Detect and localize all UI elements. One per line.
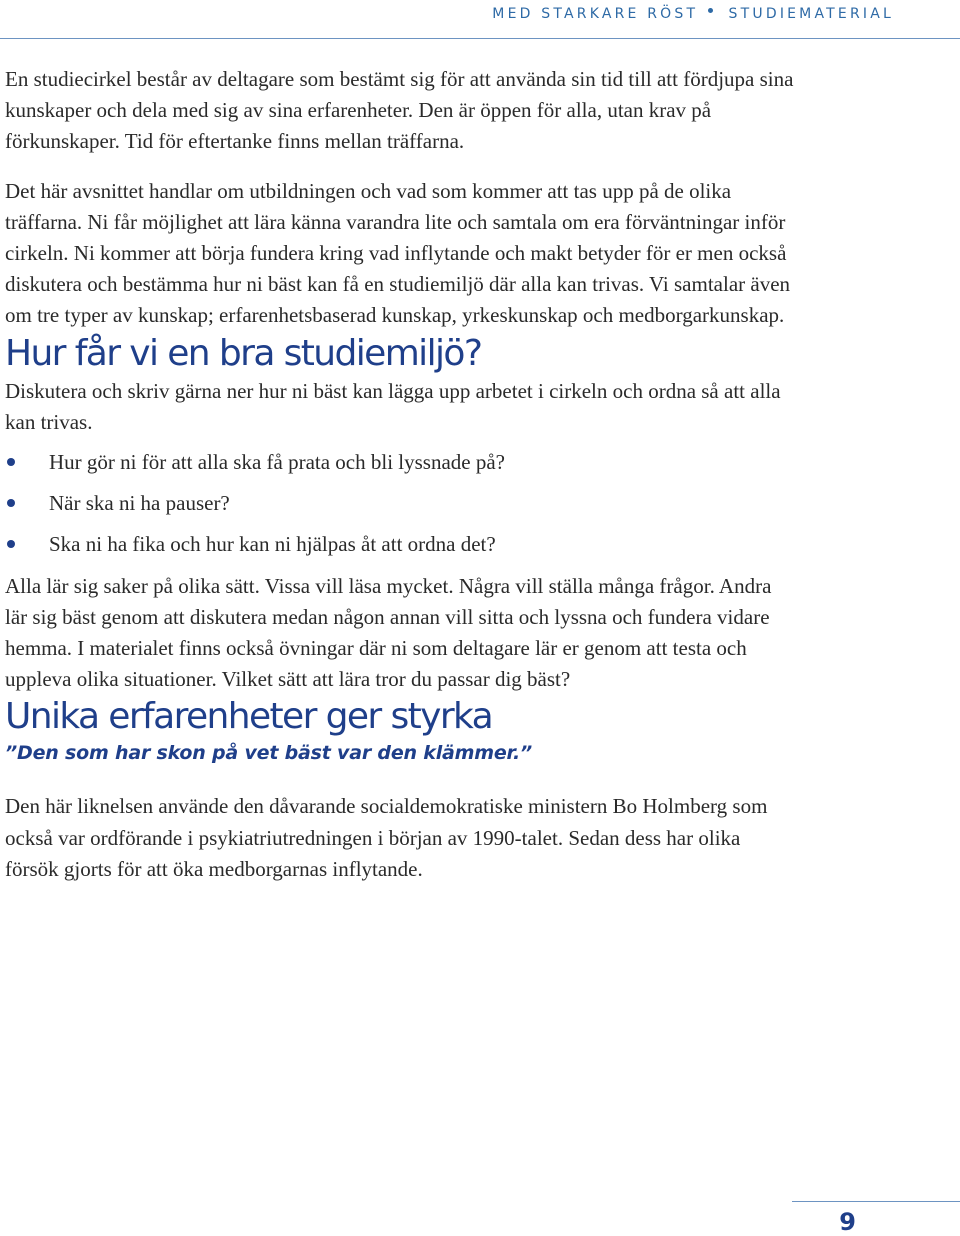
bullet-icon bbox=[7, 458, 15, 466]
list-item-text: När ska ni ha pauser? bbox=[49, 491, 230, 516]
list-item bbox=[5, 488, 795, 519]
bullet-separator-icon bbox=[708, 8, 713, 13]
intro-paragraph: Det här avsnittet handlar om utbildningen och vad som kommer att tas upp på de olika träffarna. Ni får möjlighet att lära känna varandra lite och samtala om era förväntningar inför cirkeln. Ni kommer att börja fundera kring vad inflytande och makt betyder för er men också diskutera och bestämma hur ni bäst kan få en studiemiljö där alla kan trivas. Vi samtalar även om tre typer av kunskap; erfarenhetsbaserad kunskap, yrkeskunskap och medborgarkunskap. bbox=[5, 178, 791, 328]
section-heading-study-environment: Hur får vi en bra studiemiljö? bbox=[5, 332, 482, 374]
page-content bbox=[5, 64, 795, 885]
list-item-text: Hur gör ni för att alla ska få prata och bli lyssnade på? bbox=[49, 450, 506, 475]
learning-styles-paragraph: Alla lär sig saker på olika sätt. Vissa vill läsa mycket. Några vill ställa många frågor. Andra lär sig bäst genom att diskutera medan någon annan vill sitta och lyssna och fundera vidare hemma. I materialet finns också övningar där ni som deltagare lär er genom att testa och uppleva olika situationer. Vilket sätt att lära tror du passar dig bäst? bbox=[5, 573, 772, 692]
running-header-subtitle: STUDIEMATERIAL bbox=[728, 6, 894, 22]
running-header bbox=[492, 6, 894, 22]
bullet-icon bbox=[7, 499, 15, 507]
header-divider bbox=[0, 38, 960, 39]
section-paragraph: Den här liknelsen använde den dåvarande socialdemokratiske ministern Bo Holmberg som också var ordförande i psykiatriutredningen i början av 1990-talet. Sedan dess har olika försök gjorts för att öka medborgarnas inflytande. bbox=[5, 794, 768, 881]
question-list bbox=[5, 447, 795, 561]
intro-paragraph: En studiecirkel består av deltagare som bestämt sig för att använda sin tid till att fördjupa sina kunskaper och dela med sig av sina erfarenheter. Den är öppen för alla, utan krav på förkunskaper. Tid för eftertanke finns mellan träffarna. bbox=[5, 67, 794, 154]
page-number: 9 bbox=[839, 1208, 856, 1236]
list-item bbox=[5, 529, 795, 560]
bullet-icon bbox=[7, 540, 15, 548]
list-item-text: Ska ni ha fika och hur kan ni hjälpas åt att ordna det? bbox=[49, 532, 496, 557]
section-heading-unique-experiences: Unika erfarenheter ger styrka bbox=[5, 696, 493, 738]
list-item bbox=[5, 447, 795, 478]
quote: ”Den som har skon på vet bäst var den klämmer.” bbox=[5, 742, 533, 765]
footer-divider bbox=[792, 1201, 960, 1202]
running-header-title: MED STARKARE RÖST bbox=[492, 6, 699, 22]
section-intro-paragraph: Diskutera och skriv gärna ner hur ni bäst kan lägga upp arbetet i cirkeln och ordna så att alla kan trivas. bbox=[5, 378, 781, 434]
